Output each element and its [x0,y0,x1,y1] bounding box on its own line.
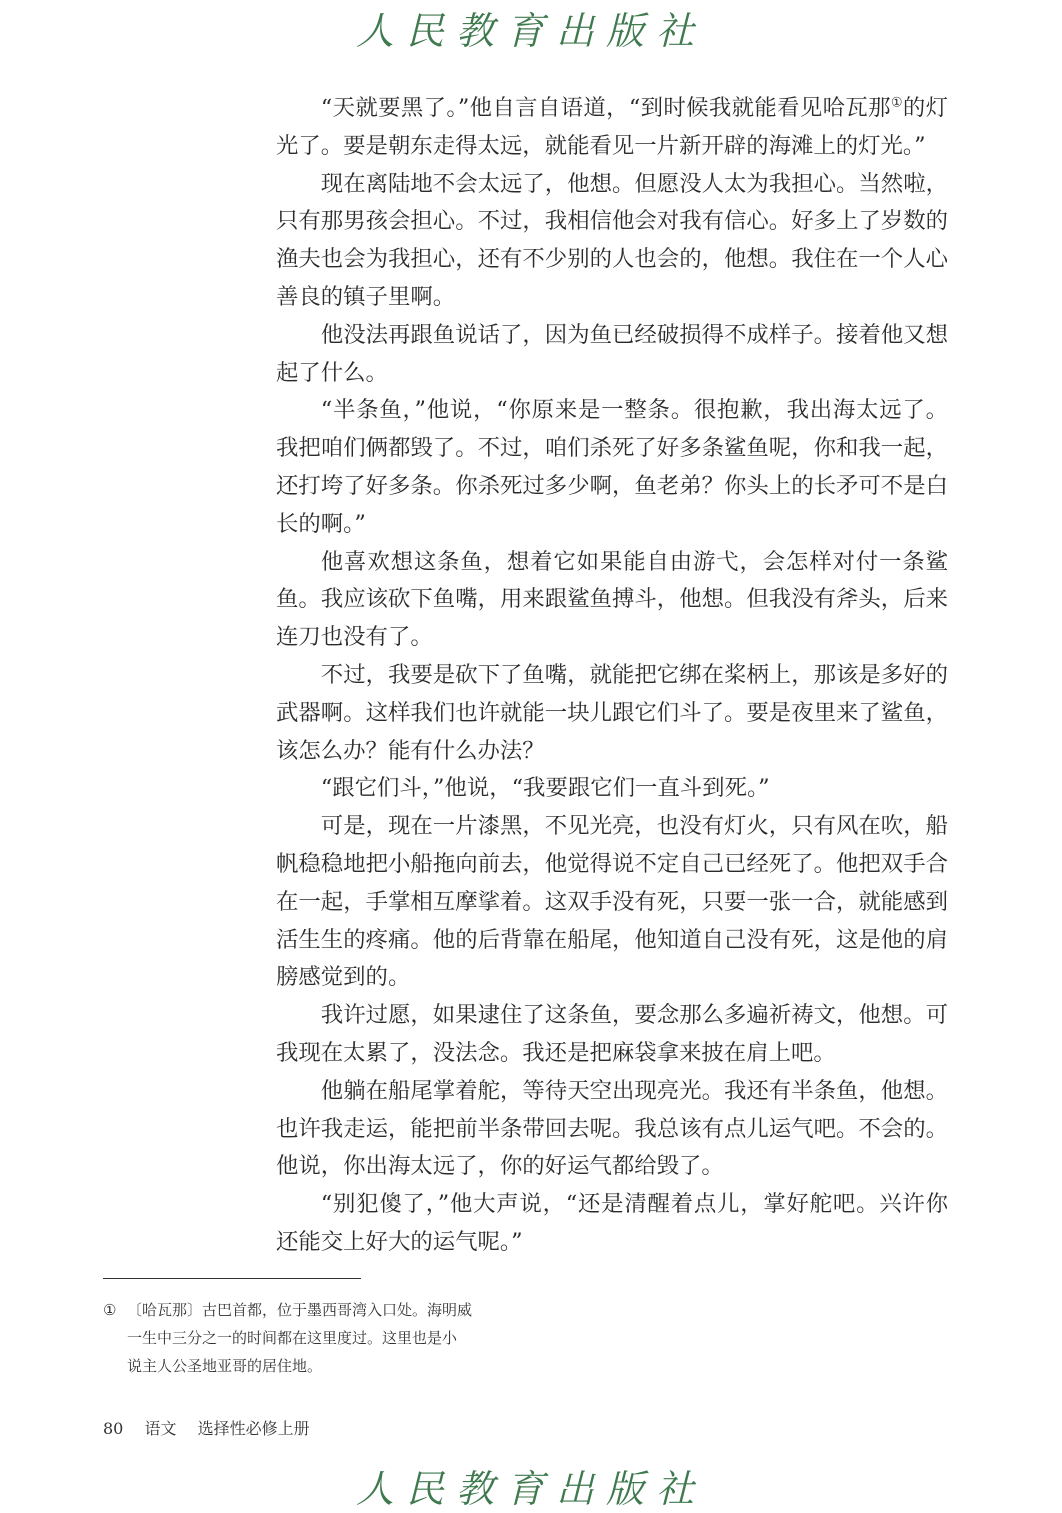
page-footer [103,1416,326,1439]
footnote-line [103,1296,503,1324]
paragraph: “半条鱼，”他说，“你原来是一整条。很抱歉，我出海太远了。我把咱们俩都毁了。不过，咱们杀死了好多条鲨鱼呢，你和我一起，还打垮了好多条。你杀死过多少啊，鱼老弟？你头上的长矛可不是白长的啊。” [276,397,948,537]
paragraph: 我许过愿，如果逮住了这条鱼，要念那么多遍祈祷文，他想。可我现在太累了，没法念。我还是把麻袋拿来披在肩上吧。 [276,1002,948,1066]
footnote-line: 一生中三分之一的时间都在这里度过。这里也是小 [127,1329,458,1347]
subject-label: 语文 [144,1419,177,1438]
paragraph-text: 的灯光了。要是朝东走得太远，就能看见一片新开辟的海滩上的灯光。” [276,95,949,159]
footnote-divider [103,1278,361,1279]
publisher-logo-bottom: 人民教育出版社 [355,1467,706,1511]
publisher-logo-top: 人民教育出版社 [355,9,706,53]
footnote-ref[interactable]: ① [890,95,903,111]
page-number: 80 [103,1419,124,1438]
paragraph: 现在离陆地不会太远了，他想。但愿没人太为我担心。当然啦，只有那男孩会担心。不过，我相信他会对我有信心。好多上了岁数的渔夫也会为我担心，还有不少别的人也会的，他想。我住在一个人心善良的镇子里啊。 [276,170,948,310]
paragraph-text: “天就要黑了。”他自言自语道，“到时候我就能看见哈瓦那 [320,95,891,121]
paragraph: 他躺在船尾掌着舵，等待天空出现亮光。我还有半条鱼，他想。也许我走运，能把前半条带回去呢。我总该有点儿运气吧。不会的。他说，你出海太远了，你的好运气都给毁了。 [276,1077,948,1180]
paragraph: “跟它们斗，”他说，“我要跟它们一直斗到死。” [320,775,770,802]
paragraph: 他喜欢想这条鱼，想着它如果能自由游弋，会怎样对付一条鲨鱼。我应该砍下鱼嘴，用来跟鲨鱼搏斗，他想。但我没有斧头，后来连刀也没有了。 [276,548,948,651]
paragraph: 不过，我要是砍下了鱼嘴，就能把它绑在桨柄上，那该是多好的武器啊。这样我们也许就能一块儿跟它们斗了。要是夜里来了鲨鱼，该怎么办？能有什么办法？ [276,661,948,764]
paragraph: 可是，现在一片漆黑，不见光亮，也没有灯火，只有风在吹，船帆稳稳地把小船拖向前去，他觉得说不定自己已经死了。他把双手合在一起，手掌相互摩挲着。这双手没有死，只要一张一合，就能感到活生生的疼痛。他的后背靠在船尾，他知道自己没有死，这是他的肩膀感觉到的。 [276,813,948,991]
paragraph [276,90,948,166]
footnote-number: ① [103,1301,117,1319]
footnote-line: 说主人公圣地亚哥的居住地。 [127,1357,323,1375]
paragraph: “别犯傻了，”他大声说，“还是清醒着点儿，掌好舵吧。兴许你还能交上好大的运气呢。” [276,1191,948,1255]
footnote [103,1296,503,1380]
body-text [276,90,948,1262]
book-title: 选择性必修上册 [197,1419,310,1438]
paragraph: 他没法再跟鱼说话了，因为鱼已经破损得不成样子。接着他又想起了什么。 [276,321,948,386]
footnote-text: 〔哈瓦那〕古巴首都，位于墨西哥湾入口处。海明威 [127,1301,473,1319]
